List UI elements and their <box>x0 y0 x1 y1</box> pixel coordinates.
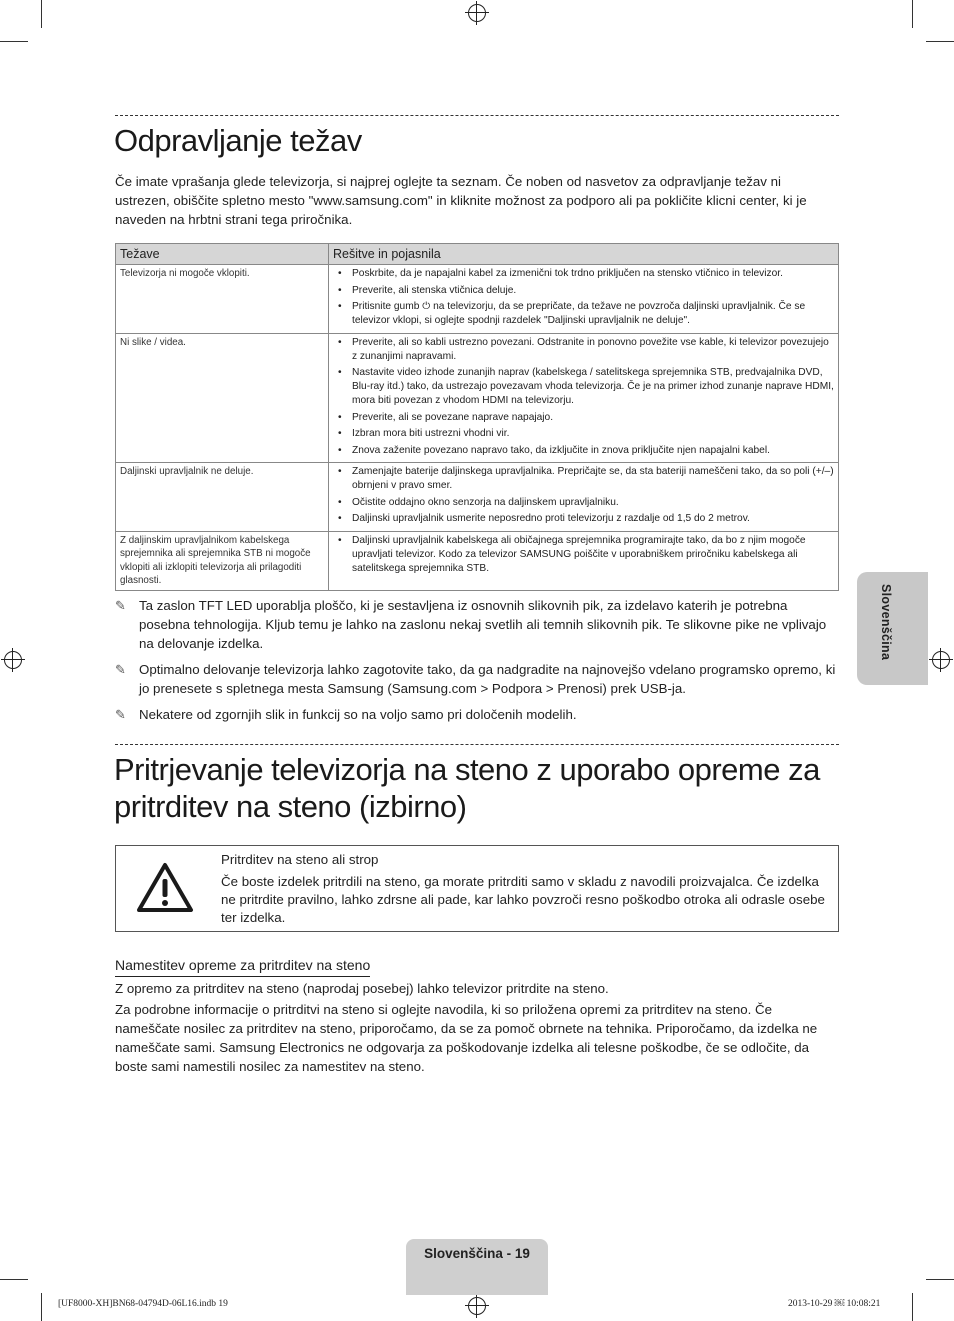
section-title: Pritrjevanje televizorja na steno z uporabo opreme za pritrditev na steno (izbirno) <box>114 752 820 824</box>
table-row <box>116 463 839 532</box>
note-pencil-icon: ✎ <box>115 707 126 722</box>
problem-cell: Z daljinskim upravljalnikom kabelskega sprejemnika ali sprejemnika STB ni mogoče vklopiti ali izklopiti televizorja ali prilagoditi glasnosti. <box>116 531 329 590</box>
table-row <box>116 531 839 590</box>
footer-file-info: [UF8000-XH]BN68-04794D-06L16.indb 19 <box>58 1299 228 1309</box>
solution-item: • Zamenjajte baterije daljinskega upravljalnika. Prepričajte se, da sta bateriji nameščeni tako, da so poli (+/–) obrnjeni v pravo smer. <box>333 465 834 493</box>
solution-cell <box>329 531 839 590</box>
crop-mark <box>926 1279 954 1280</box>
crop-mark <box>41 0 42 28</box>
language-side-tab-label: Slovenščina <box>879 584 893 661</box>
intro-paragraph: Če imate vprašanja glede televizorja, si najprej oglejte ta seznam. Če noben od nasvetov za odpravljanje težav ni ustrezen, obiščite spletno mesto "www.samsung.com" in kliknite možnost za podporo ali pa pokličite klicni center, ki je naveden na hrbtni strani tega priročnika. <box>115 174 807 227</box>
page-number-tab <box>406 1239 548 1295</box>
troubleshooting-table <box>115 243 839 591</box>
warning-body: Če boste izdelek pritrdili na steno, ga morate pritrditi samo v skladu z navodili proizvajalca. Če izdelka ne pritrdite pravilno, lahko zdrsne ali pade, kar lahko povzroči resno poškodbo otroka ali odrasle osebe ter izdelka. <box>221 874 825 925</box>
solution-item: • Poskrbite, da je napajalni kabel za izmenični tok trdno priključen na stensko vtičnico in televizor. <box>333 267 834 281</box>
solution-item: • Preverite, ali so kabli ustrezno povezani. Odstranite in ponovno povežite vse kable, ki televizor povezujejo z zunanjimi napravami. <box>333 336 834 364</box>
crop-mark <box>0 1279 28 1280</box>
note <box>115 660 839 698</box>
body-paragraph: Za podrobne informacije o pritrditvi na steno si oglejte navodila, ki so priložena opremi za pritrditev na steno. Če nameščate nosilec za pritrditev na steno, priporočamo, da se za pomoč obrnete na tehnika. Priporočamo, da izdelka ne nameščate sami. Samsung Electronics ne odgovarja za poškodovanje izdelka ali telesne poškodbe, če se odločite, da boste sami namestili nosilec za namestitev na steno. <box>115 1002 818 1074</box>
solution-cell <box>329 463 839 532</box>
warning-heading: Pritrditev na steno ali strop <box>221 852 379 867</box>
table-row <box>116 333 839 463</box>
solution-item: • Znova zaženite povezano napravo tako, da izključite in znova priključite njen napajalni kabel. <box>333 444 834 458</box>
section-title: Odpravljanje težav <box>114 123 362 158</box>
solution-cell <box>329 265 839 334</box>
problem-cell: Televizorja ni mogoče vklopiti. <box>116 265 329 334</box>
table-row <box>116 265 839 334</box>
section-divider <box>115 744 839 745</box>
note-text: Ta zaslon TFT LED uporablja ploščo, ki je sestavljena iz osnovnih slikovnih pik, za izdelavo katerih je potrebna posebna tehnologija. Kljub temu je lahko na zaslonu nekaj svetlih ali temnih slikovnih pik. Te slikovne pike ne vplivajo na delovanje izdelka. <box>139 598 827 651</box>
footer-timestamp: 2013-10-29 ￼ 10:08:21 <box>788 1299 881 1309</box>
solution-item: • Daljinski upravljalnik kabelskega ali običajnega sprejemnika programirajte tako, da bo z njim mogoče upravljati televizor. Kodo za televizor SAMSUNG poiščite v uporabniškem priročniku kabelskega ali satelitskega sprejemnika STB. <box>333 534 834 576</box>
registration-mark-icon <box>468 1297 486 1315</box>
warning-text <box>221 851 831 927</box>
note <box>115 705 839 724</box>
note-pencil-icon: ✎ <box>115 598 126 613</box>
solution-item: • Pritisnite gumb ⏻ na televizorju, da se prepričate, da težave ne povzroča daljinski upravljalnik. Če se televizor vklopi, si oglejte spodnji razdelek "Daljinski upravljalnik ne deluje". <box>333 300 834 328</box>
subheading: Namestitev opreme za pritrditev na steno <box>115 955 370 977</box>
crop-mark <box>926 41 954 42</box>
note-text: Optimalno delovanje televizorja lahko zagotovite tako, da ga nadgradite na najnovejšo vdelano programsko opremo, ki jo prenesete s spletnega mesta Samsung (Samsung.com > Podpora > Prenosi) prek USB-ja. <box>139 662 836 696</box>
registration-mark-icon <box>4 651 22 669</box>
crop-mark <box>41 1293 42 1321</box>
problem-cell: Ni slike / videa. <box>116 333 329 463</box>
registration-mark-icon <box>932 651 950 669</box>
problem-cell: Daljinski upravljalnik ne deluje. <box>116 463 329 532</box>
body-paragraph: Z opremo za pritrditev na steno (naprodaj posebej) lahko televizor pritrdite na steno. <box>115 981 609 996</box>
note <box>115 596 839 653</box>
solution-item: • Daljinski upravljalnik usmerite neposredno proti televizorju z razdalje od 1,5 do 2 metrov. <box>333 512 834 526</box>
note-text: Nekatere od zgornjih slik in funkcij so na voljo samo pri določenih modelih. <box>139 707 577 722</box>
warning-box <box>115 845 839 932</box>
solution-item: • Nastavite video izhode zunanjih naprav (kabelskega / satelitskega sprejemnika STB, predvajalnika DVD, Blu-ray itd.) tako, da ustrezajo povezavam vhoda televizorja. Če je na primer izhod zunanje naprave HDMI, mora biti povezan z vhodom HDMI na televizorju. <box>333 366 834 408</box>
solution-item: • Očistite oddajno okno senzorja na daljinskem upravljalniku. <box>333 496 834 510</box>
registration-mark-icon <box>468 4 486 22</box>
solution-cell <box>329 333 839 463</box>
crop-mark <box>912 0 913 28</box>
language-side-tab <box>857 572 928 685</box>
crop-mark <box>0 41 28 42</box>
solution-item: • Preverite, ali stenska vtičnica deluje. <box>333 284 834 298</box>
solution-item: • Preverite, ali se povezane naprave napajajo. <box>333 411 834 425</box>
note-pencil-icon: ✎ <box>115 662 126 677</box>
crop-mark <box>912 1293 913 1321</box>
solution-item: • Izbran mora biti ustrezni vhodni vir. <box>333 427 834 441</box>
section-divider <box>115 115 839 116</box>
page-number-label: Slovenščina - 19 <box>424 1246 530 1261</box>
table-header: Rešitve in pojasnila <box>329 244 839 265</box>
table-header: Težave <box>116 244 329 265</box>
warning-icon <box>136 862 194 914</box>
